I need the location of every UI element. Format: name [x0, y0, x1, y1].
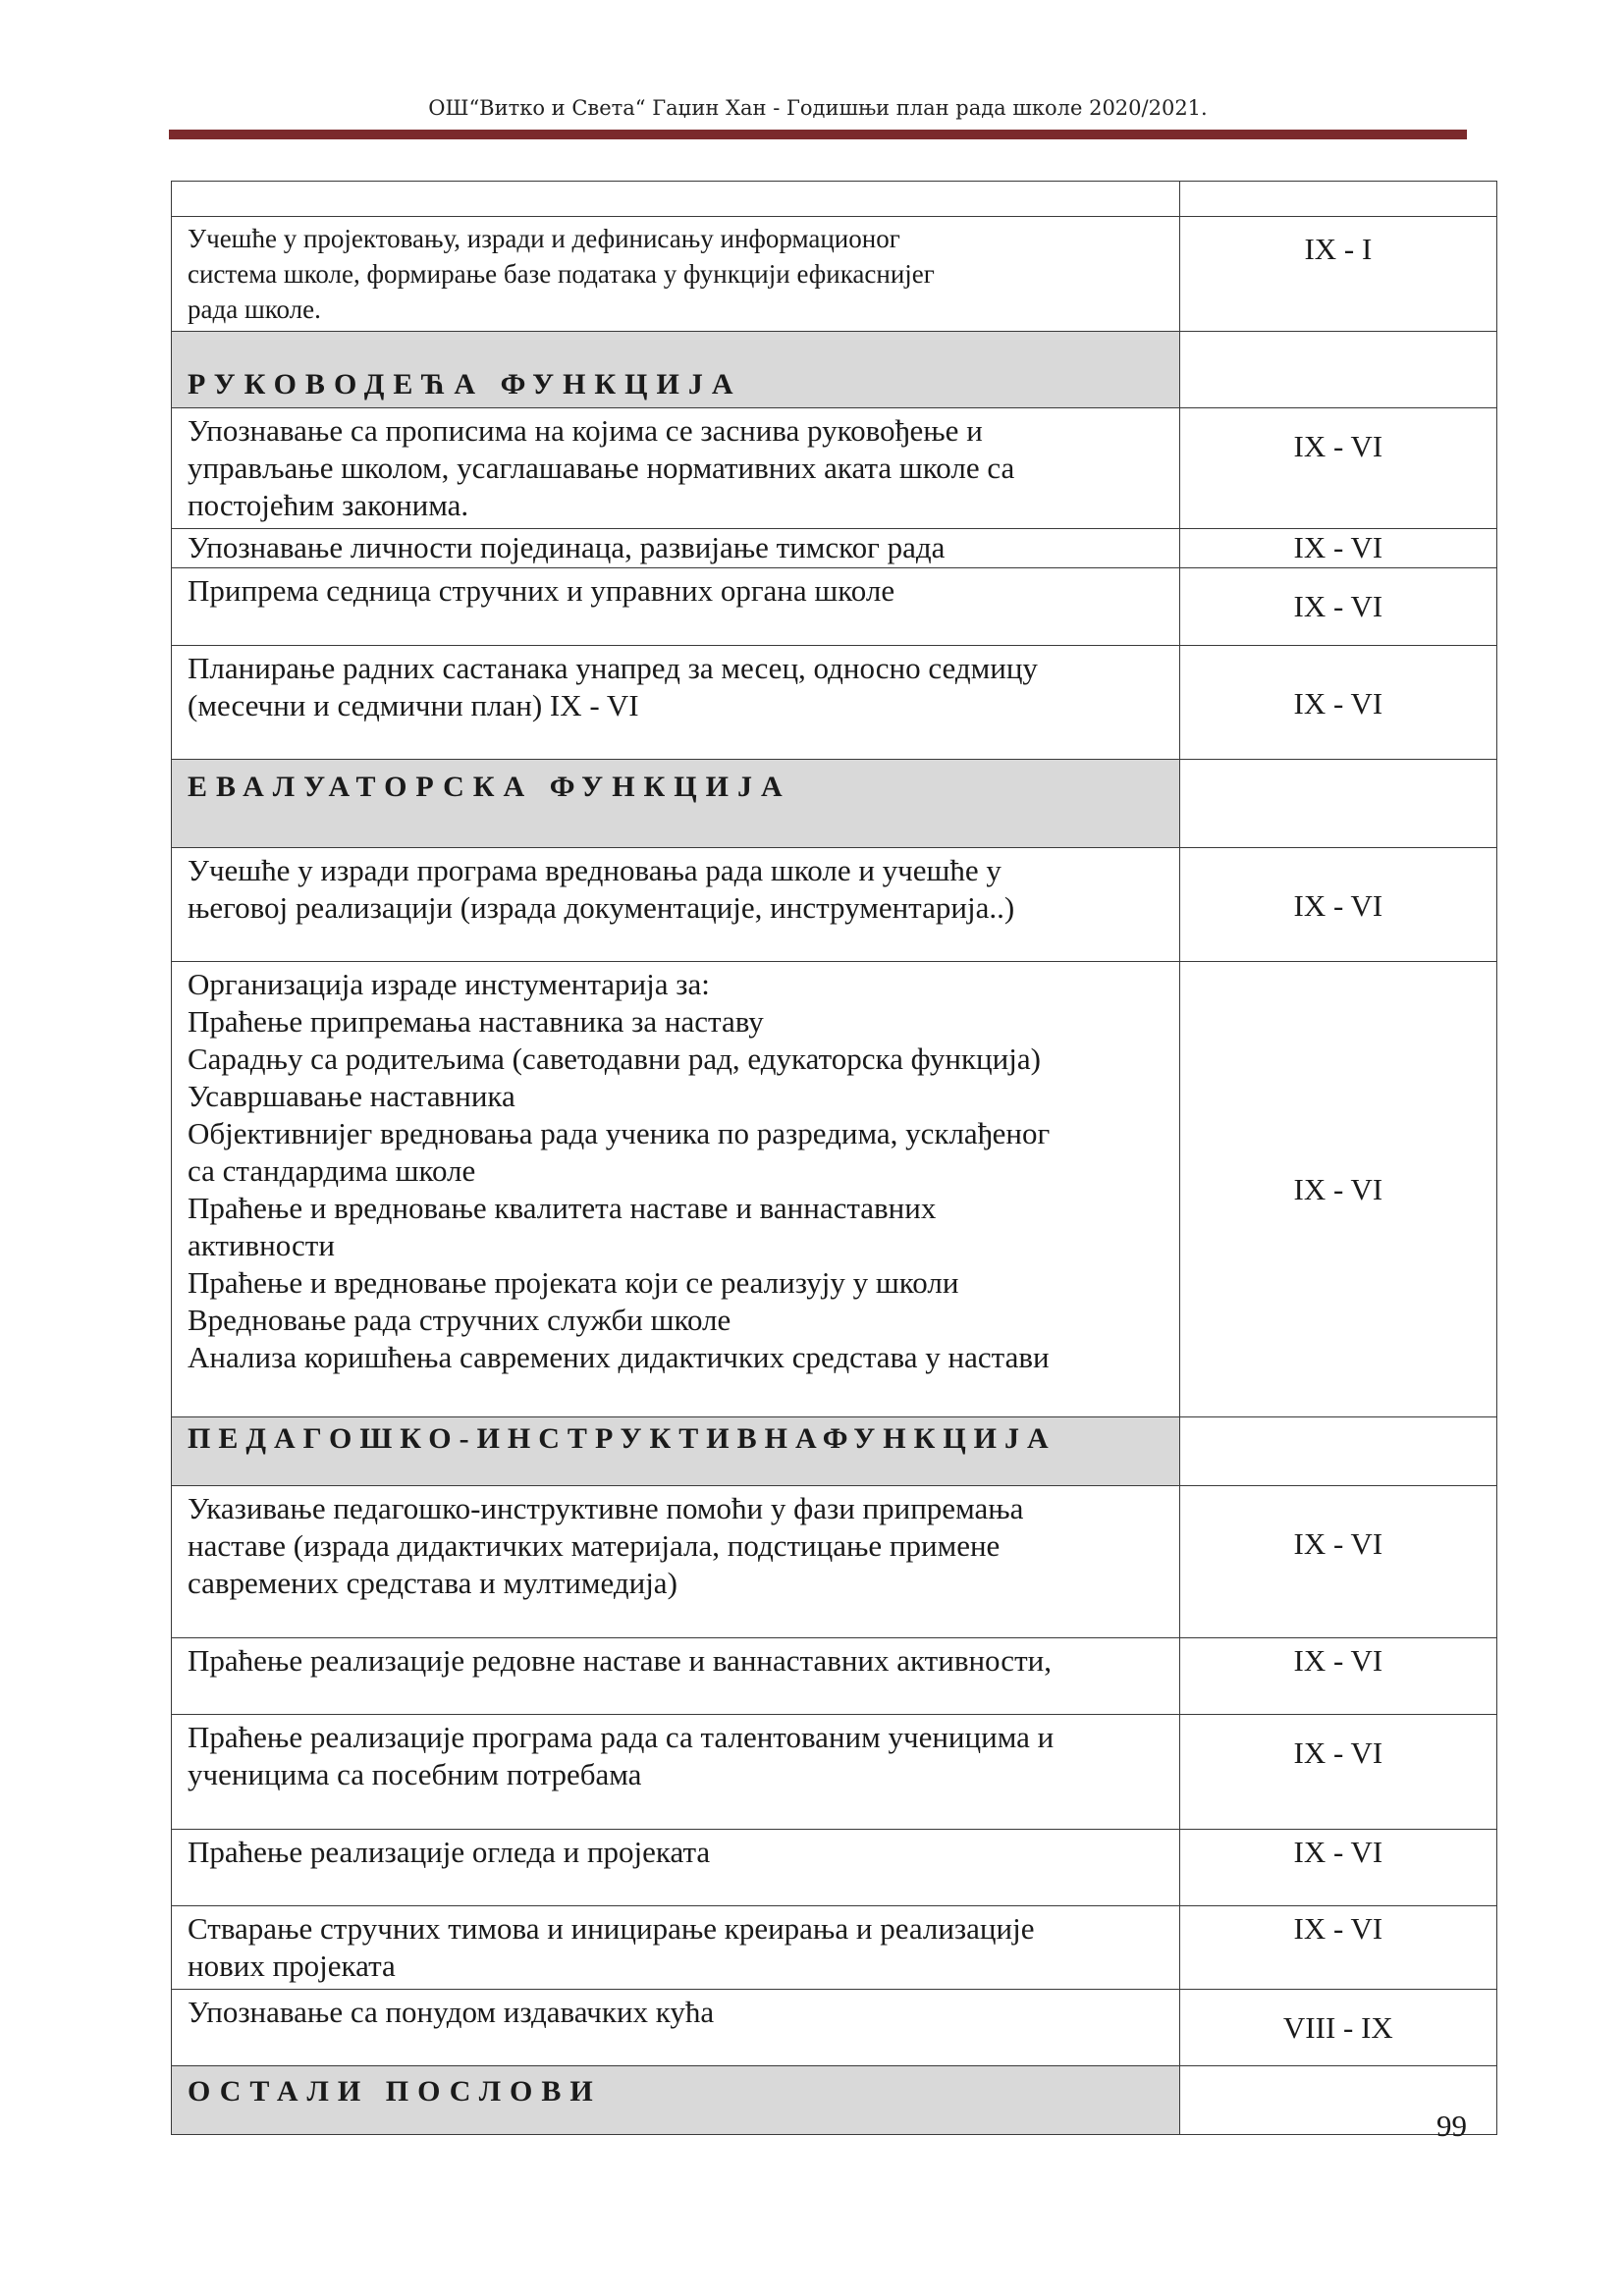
activity-line: Указивање педагошко-инструктивне помоћи у фази припремања	[188, 1491, 1024, 1525]
activity-line: Упознавање личности појединаца, развијање тимског рада	[188, 530, 946, 564]
table-row	[172, 1830, 1497, 1906]
table-row	[172, 529, 1497, 568]
period-value: IX - VI	[1293, 1835, 1383, 1869]
table-row	[172, 217, 1497, 332]
activity-cell	[172, 1990, 1180, 2066]
activity-cell	[172, 408, 1180, 529]
section-cell	[172, 2066, 1180, 2135]
activity-line: Организација израде инстументарија за:	[188, 967, 710, 1001]
activity-line: Објективнијег вредновања рада ученика по разредима, усклађеног	[188, 1116, 1051, 1150]
table-row	[172, 568, 1497, 646]
section-title: ЕВАЛУАТОРСКА ФУНКЦИЈА	[188, 771, 791, 803]
period-value: IX - VI	[1293, 589, 1383, 623]
table-row	[172, 1486, 1497, 1638]
period-cell	[1179, 848, 1496, 962]
activity-line: постојећим законима.	[188, 488, 469, 522]
period-value: IX - VI	[1293, 1735, 1383, 1770]
activity-cell	[172, 568, 1180, 646]
activity-cell	[172, 646, 1180, 760]
period-cell	[1179, 1715, 1496, 1830]
section-row	[172, 2066, 1497, 2135]
activity-line: Праћење реализације програма рада са талентованим ученицима и	[188, 1720, 1055, 1754]
period-cell	[1179, 568, 1496, 646]
activity-line: наставе (израда дидактичких материјала, подстицање примене	[188, 1528, 1001, 1563]
period-cell	[1179, 1638, 1496, 1715]
activity-cell	[172, 182, 1180, 217]
section-title: ПЕДАГОШКО-ИНСТРУКТИВНАФУНКЦИЈА	[188, 1422, 1056, 1455]
table-row	[172, 408, 1497, 529]
period-cell	[1179, 217, 1496, 332]
page-number: 99	[1436, 2109, 1467, 2143]
activity-cell	[172, 1715, 1180, 1830]
activity-cell	[172, 1906, 1180, 1990]
period-cell	[1179, 529, 1496, 568]
period-value: IX - VI	[1293, 1911, 1383, 1946]
activity-line: Упознавање са прописима на којима се заснива руковођење и	[188, 413, 983, 448]
table-row	[172, 646, 1497, 760]
section-cell	[172, 1417, 1180, 1486]
plan-table	[171, 181, 1497, 2135]
activity-line: Праћење и вредновање пројеката који се реализују у школи	[188, 1265, 959, 1300]
activity-line: нових пројеката	[188, 1949, 396, 1983]
table-row	[172, 848, 1497, 962]
section-cell	[172, 760, 1180, 848]
period-value: IX - VI	[1293, 1526, 1383, 1561]
header-rule	[169, 130, 1467, 139]
table-row	[172, 1990, 1497, 2066]
activity-line: Праћење реализације огледа и пројеката	[188, 1835, 711, 1869]
table-row	[172, 1715, 1497, 1830]
activity-line: активности	[188, 1228, 335, 1262]
activity-line: Усавршавање наставника	[188, 1079, 515, 1113]
activity-cell	[172, 1486, 1180, 1638]
period-value: IX - VI	[1293, 1643, 1383, 1678]
activity-line: (месечни и седмични план) IX - VI	[188, 688, 639, 722]
activity-line: Вредновање рада стручних служби школе	[188, 1303, 731, 1337]
activity-cell	[172, 848, 1180, 962]
table-row	[172, 1638, 1497, 1715]
period-cell	[1179, 1990, 1496, 2066]
period-cell	[1179, 1486, 1496, 1638]
section-cell	[172, 332, 1180, 408]
activity-line: система школе, формирање базе података у функцији ефикаснијег	[188, 259, 935, 289]
period-cell	[1179, 646, 1496, 760]
period-cell	[1179, 1417, 1496, 1486]
section-title: РУКОВОДЕЋА ФУНКЦИЈА	[188, 368, 742, 400]
activity-line: Планирање радних састанака унапред за месец, односно седмицу	[188, 651, 1038, 685]
activity-line: његовој реализацији (израда документације, инструментарија..)	[188, 890, 1015, 925]
table-row	[172, 962, 1497, 1417]
period-value: VIII - IX	[1282, 2010, 1393, 2045]
activity-line: Учешће у пројектовању, изради и дефинисању информационог	[188, 224, 900, 253]
activity-line: Упознавање са понудом издавачких кућа	[188, 1995, 715, 2029]
period-cell	[1179, 760, 1496, 848]
period-value: IX - VI	[1293, 530, 1383, 564]
period-cell	[1179, 1830, 1496, 1906]
activity-cell	[172, 1830, 1180, 1906]
activity-line: рада школе.	[188, 294, 321, 324]
activity-line: Анализа коришћења савремених дидактичких средстава у настави	[188, 1340, 1050, 1374]
period-cell	[1179, 1906, 1496, 1990]
section-title: ОСТАЛИ ПОСЛОВИ	[188, 2075, 602, 2108]
page-header-title: ОШ“Витко и Света“ Гаџин Хан - Годишњи план рада школе 2020/2021.	[428, 96, 1208, 120]
section-row	[172, 1417, 1497, 1486]
activity-line: управљање школом, усаглашавање нормативних аката школе са	[188, 451, 1015, 485]
activity-line: Учешће у изради програма вредновања рада школе и учешће у	[188, 853, 1001, 887]
activity-line: Стварање стручних тимова и иницирање креирања и реализације	[188, 1911, 1035, 1946]
activity-line: ученицима са посебним потребама	[188, 1757, 642, 1791]
period-cell	[1179, 408, 1496, 529]
period-value: IX - VI	[1293, 429, 1383, 463]
activity-cell	[172, 217, 1180, 332]
period-cell	[1179, 332, 1496, 408]
activity-line: Праћење и вредновање квалитета наставе и ваннаставних	[188, 1191, 937, 1225]
table-row	[172, 1906, 1497, 1990]
activity-cell	[172, 1638, 1180, 1715]
period-cell	[1179, 962, 1496, 1417]
period-value: IX - VI	[1293, 888, 1383, 923]
section-row	[172, 760, 1497, 848]
activity-line: савремених средстава и мултимедија)	[188, 1566, 677, 1600]
section-row	[172, 332, 1497, 408]
activity-line: Припрема седница стручних и управних органа школе	[188, 573, 895, 608]
period-cell	[1179, 182, 1496, 217]
activity-line: Праћење припремања наставника за наставу	[188, 1004, 764, 1039]
activity-line: са стандардима школе	[188, 1153, 476, 1188]
activity-cell	[172, 529, 1180, 568]
period-value: IX - I	[1304, 232, 1373, 266]
activity-line: Праћење реализације редовне наставе и ваннаставних активности,	[188, 1643, 1052, 1678]
period-value: IX - VI	[1293, 1171, 1383, 1206]
period-value: IX - VI	[1293, 686, 1383, 721]
activity-cell	[172, 962, 1180, 1417]
activity-line: Сарадњу са родитељима (саветодавни рад, едукаторска функција)	[188, 1041, 1041, 1076]
table-row	[172, 182, 1497, 217]
